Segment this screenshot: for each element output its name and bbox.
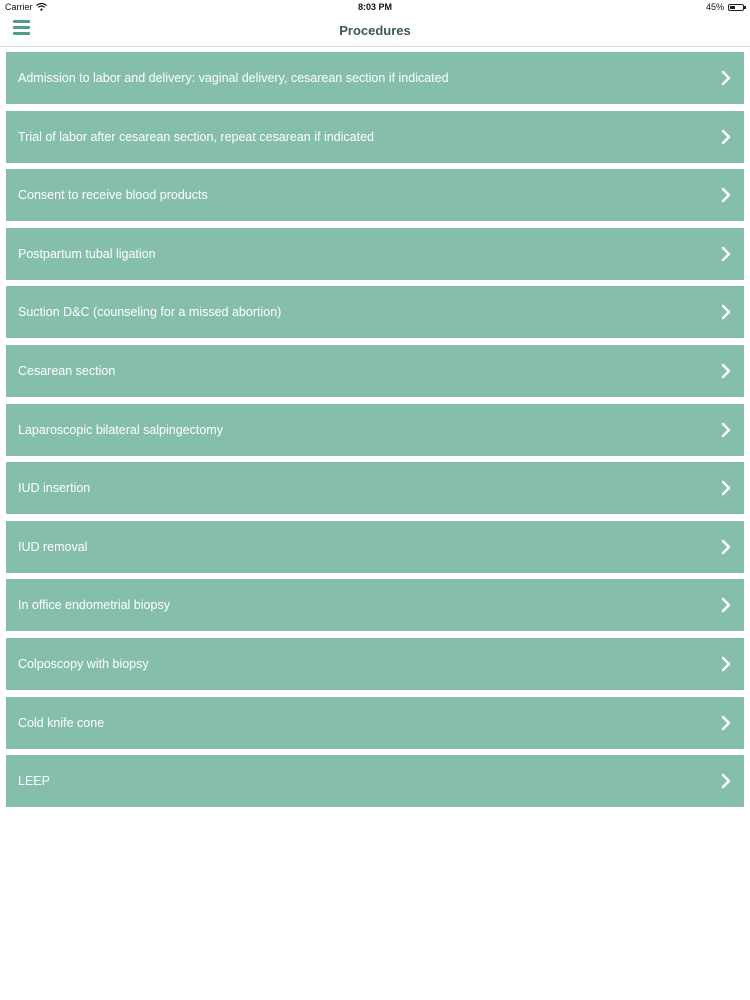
list-item[interactable] bbox=[6, 638, 744, 690]
list-item[interactable] bbox=[6, 228, 744, 280]
list-item[interactable] bbox=[6, 52, 744, 104]
list-item[interactable] bbox=[6, 697, 744, 749]
chevron-right-icon bbox=[719, 304, 733, 320]
chevron-right-icon bbox=[719, 129, 733, 145]
chevron-right-icon bbox=[719, 715, 733, 731]
chevron-right-icon bbox=[719, 246, 733, 262]
battery-level bbox=[730, 6, 735, 9]
chevron-right-icon bbox=[719, 480, 733, 496]
list-item[interactable] bbox=[6, 579, 744, 631]
list-item-label: Suction D&C (counseling for a missed abortion) bbox=[18, 305, 282, 320]
chevron-right-icon bbox=[719, 70, 733, 86]
status-time: 8:03 PM bbox=[357, 2, 392, 12]
list-item-label: Cold knife cone bbox=[18, 715, 105, 730]
list-item-label: In office endometrial biopsy bbox=[18, 598, 170, 613]
list-item-label: Consent to receive blood products bbox=[18, 188, 208, 203]
list-item[interactable] bbox=[6, 345, 744, 397]
page-title: Procedures bbox=[339, 23, 411, 38]
procedure-list bbox=[6, 52, 744, 814]
chevron-right-icon bbox=[719, 539, 733, 555]
chevron-right-icon bbox=[719, 656, 733, 672]
list-item-label: Cesarean section bbox=[18, 363, 116, 378]
list-item[interactable] bbox=[6, 462, 744, 514]
list-item-label: Admission to labor and delivery: vaginal delivery, cesarean section if indicated bbox=[18, 71, 449, 85]
chevron-right-icon bbox=[719, 597, 733, 613]
chevron-right-icon bbox=[719, 187, 733, 203]
chevron-right-icon bbox=[719, 363, 733, 379]
list-item-label: LEEP bbox=[18, 774, 50, 789]
list-item-label: Colposcopy with biopsy bbox=[18, 656, 149, 671]
list-item[interactable] bbox=[6, 404, 744, 456]
chevron-right-icon bbox=[719, 422, 733, 438]
battery-cap bbox=[744, 6, 746, 9]
list-item[interactable] bbox=[6, 755, 744, 807]
list-item[interactable] bbox=[6, 169, 744, 221]
battery-icon bbox=[728, 4, 744, 11]
list-item[interactable] bbox=[6, 286, 744, 338]
list-item-label: Trial of labor after cesarean section, repeat cesarean if indicated bbox=[18, 129, 374, 144]
list-item[interactable] bbox=[6, 111, 744, 163]
list-item[interactable] bbox=[6, 521, 744, 573]
battery-percentage: 45% bbox=[705, 2, 724, 12]
list-item-label: IUD insertion bbox=[18, 481, 91, 496]
navigation-bar bbox=[0, 14, 750, 47]
list-item-label: Laparoscopic bilateral salpingectomy bbox=[18, 422, 223, 437]
chevron-right-icon bbox=[719, 773, 733, 789]
list-item-label: Postpartum tubal ligation bbox=[18, 246, 156, 261]
status-bar bbox=[0, 0, 750, 14]
list-item-label: IUD removal bbox=[18, 539, 88, 554]
status-right bbox=[706, 2, 744, 12]
carrier-label: Carrier bbox=[5, 2, 33, 12]
